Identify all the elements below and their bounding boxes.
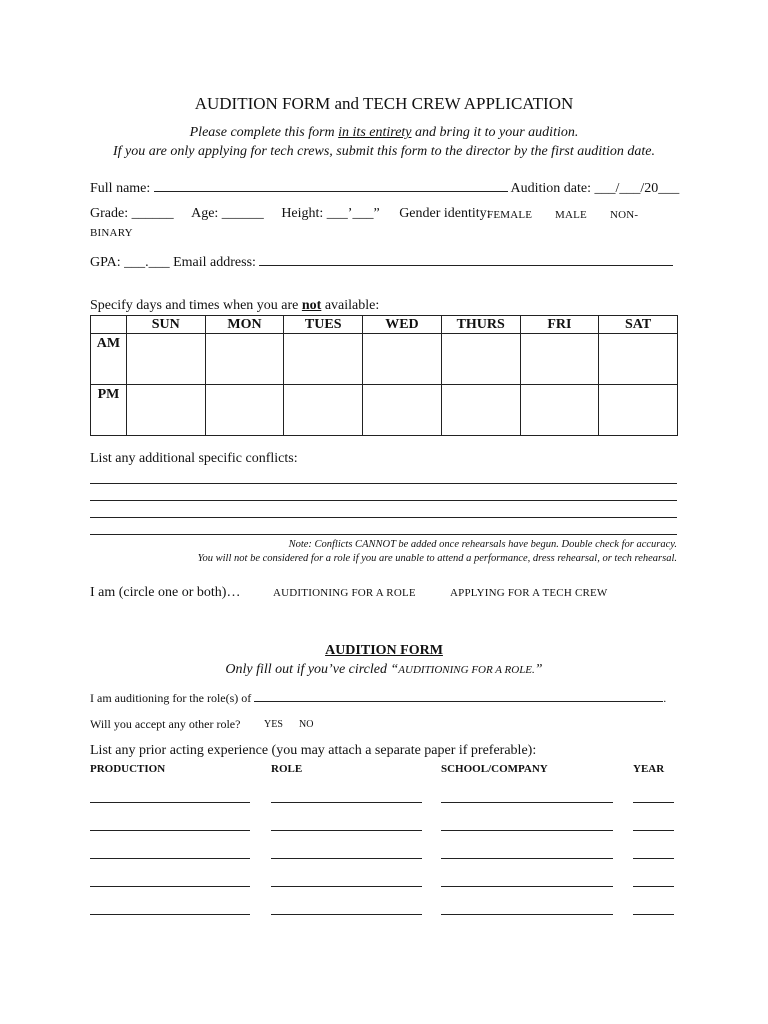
experience-year-field[interactable] bbox=[633, 830, 674, 831]
corner-cell bbox=[91, 316, 127, 334]
full-name-label: Full name: bbox=[90, 181, 154, 196]
day-header: WED bbox=[363, 316, 442, 334]
intro-text-underlined: in its entirety bbox=[338, 125, 412, 140]
experience-school-field[interactable] bbox=[441, 858, 613, 859]
column-header-production: PRODUCTION bbox=[90, 763, 166, 775]
grade-field[interactable]: Grade: ______ bbox=[90, 206, 174, 221]
age-field[interactable]: Age: ______ bbox=[191, 206, 264, 221]
experience-production-field[interactable] bbox=[90, 802, 250, 803]
accept-no[interactable]: NO bbox=[299, 719, 314, 730]
experience-production-field[interactable] bbox=[90, 830, 250, 831]
availability-cell[interactable] bbox=[441, 334, 520, 385]
availability-cell[interactable] bbox=[205, 385, 284, 436]
experience-year-field[interactable] bbox=[633, 802, 674, 803]
accept-label: Will you accept any other role? bbox=[90, 717, 241, 731]
full-name-field[interactable] bbox=[154, 178, 508, 192]
experience-school-field[interactable] bbox=[441, 830, 613, 831]
subheading-caps: AUDITIONING FOR A ROLE. bbox=[398, 664, 535, 676]
day-header: MON bbox=[205, 316, 284, 334]
experience-production-field[interactable] bbox=[90, 886, 250, 887]
gender-option-female[interactable]: FEMALE bbox=[487, 209, 533, 221]
roles-end: . bbox=[663, 691, 667, 705]
height-field[interactable]: Height: ___’___” bbox=[281, 206, 380, 221]
experience-role-field[interactable] bbox=[271, 802, 422, 803]
audition-form-heading: AUDITION FORM bbox=[325, 643, 443, 658]
day-header: SUN bbox=[126, 316, 205, 334]
option-auditioning[interactable]: AUDITIONING FOR A ROLE bbox=[273, 587, 416, 599]
availability-header-row bbox=[91, 316, 678, 334]
experience-production-field[interactable] bbox=[90, 914, 250, 915]
availability-cell[interactable] bbox=[520, 334, 599, 385]
availability-cell[interactable] bbox=[599, 334, 678, 385]
roles-row bbox=[90, 690, 666, 706]
gender-label: Gender identity: bbox=[399, 206, 491, 221]
page-title: AUDITION FORM and TECH CREW APPLICATION bbox=[194, 94, 574, 113]
experience-role-field[interactable] bbox=[271, 914, 422, 915]
intro-line-2: If you are only applying for tech crews, submit this form to the director by the first audition date. bbox=[112, 144, 656, 159]
conflict-line[interactable] bbox=[90, 517, 677, 518]
full-name-row bbox=[90, 178, 679, 197]
availability-cell[interactable] bbox=[126, 334, 205, 385]
gender-option-binary[interactable]: BINARY bbox=[90, 227, 133, 239]
availability-prompt-a: Specify days and times when you are bbox=[90, 298, 302, 313]
intro-text-b: and bring it to your audition. bbox=[411, 125, 579, 140]
availability-cell[interactable] bbox=[599, 385, 678, 436]
gpa-email-label[interactable]: GPA: ___.___ Email address: bbox=[90, 255, 260, 270]
availability-prompt-b: available: bbox=[321, 298, 380, 313]
availability-prompt bbox=[90, 298, 379, 314]
grade-row bbox=[90, 206, 491, 222]
conflicts-note-1: Note: Conflicts CANNOT be added once rehearsals have begun. Double check for accuracy. bbox=[288, 539, 677, 550]
gender-option-non[interactable]: NON- bbox=[610, 209, 639, 221]
audition-form-subheading bbox=[0, 662, 768, 678]
experience-school-field[interactable] bbox=[441, 802, 613, 803]
experience-label: List any prior acting experience (you may attach a separate paper if preferable): bbox=[90, 743, 537, 758]
availability-cell[interactable] bbox=[284, 334, 363, 385]
option-tech-crew[interactable]: APPLYING FOR A TECH CREW bbox=[450, 587, 608, 599]
gender-option-male[interactable]: MALE bbox=[555, 209, 587, 221]
intro-line-1 bbox=[0, 125, 768, 141]
intro-text-a: Please complete this form bbox=[189, 125, 339, 140]
row-header-am: AM bbox=[91, 334, 127, 385]
column-header-school: SCHOOL/COMPANY bbox=[441, 763, 548, 775]
conflict-line[interactable] bbox=[90, 500, 677, 501]
column-header-year: YEAR bbox=[633, 763, 665, 775]
experience-year-field[interactable] bbox=[633, 858, 674, 859]
conflicts-label: List any additional specific conflicts: bbox=[90, 451, 298, 466]
subheading-a: Only fill out if you’ve circled “ bbox=[225, 662, 399, 677]
availability-cell[interactable] bbox=[520, 385, 599, 436]
experience-production-field[interactable] bbox=[90, 858, 250, 859]
experience-role-field[interactable] bbox=[271, 858, 422, 859]
day-header: FRI bbox=[520, 316, 599, 334]
pm-row bbox=[91, 385, 678, 436]
gpa-email-row bbox=[90, 252, 673, 271]
audition-date-label[interactable]: Audition date: ___/___/20___ bbox=[507, 181, 680, 196]
am-row bbox=[91, 334, 678, 385]
row-header-pm: PM bbox=[91, 385, 127, 436]
day-header: TUES bbox=[284, 316, 363, 334]
conflicts-note-2: You will not be considered for a role if you are unable to attend a performance, dress rehearsal, or tech rehearsal. bbox=[197, 553, 677, 564]
experience-role-field[interactable] bbox=[271, 830, 422, 831]
email-field[interactable] bbox=[259, 252, 673, 266]
availability-cell[interactable] bbox=[363, 334, 442, 385]
availability-table bbox=[90, 315, 678, 436]
availability-cell[interactable] bbox=[363, 385, 442, 436]
accept-yes[interactable]: YES bbox=[264, 719, 283, 730]
availability-cell[interactable] bbox=[284, 385, 363, 436]
availability-not: not bbox=[301, 298, 322, 313]
availability-cell[interactable] bbox=[205, 334, 284, 385]
roles-label: I am auditioning for the role(s) of bbox=[90, 691, 255, 705]
day-header: THURS bbox=[441, 316, 520, 334]
subheading-b: ” bbox=[534, 662, 543, 677]
availability-cell[interactable] bbox=[441, 385, 520, 436]
availability-cell[interactable] bbox=[126, 385, 205, 436]
roles-field[interactable] bbox=[254, 690, 663, 702]
experience-school-field[interactable] bbox=[441, 886, 613, 887]
day-header: SAT bbox=[599, 316, 678, 334]
column-header-role: ROLE bbox=[271, 763, 303, 775]
experience-school-field[interactable] bbox=[441, 914, 613, 915]
conflict-line[interactable] bbox=[90, 534, 677, 535]
experience-year-field[interactable] bbox=[633, 914, 674, 915]
experience-year-field[interactable] bbox=[633, 886, 674, 887]
experience-role-field[interactable] bbox=[271, 886, 422, 887]
conflict-line[interactable] bbox=[90, 483, 677, 484]
choice-label: I am (circle one or both)… bbox=[90, 585, 241, 600]
